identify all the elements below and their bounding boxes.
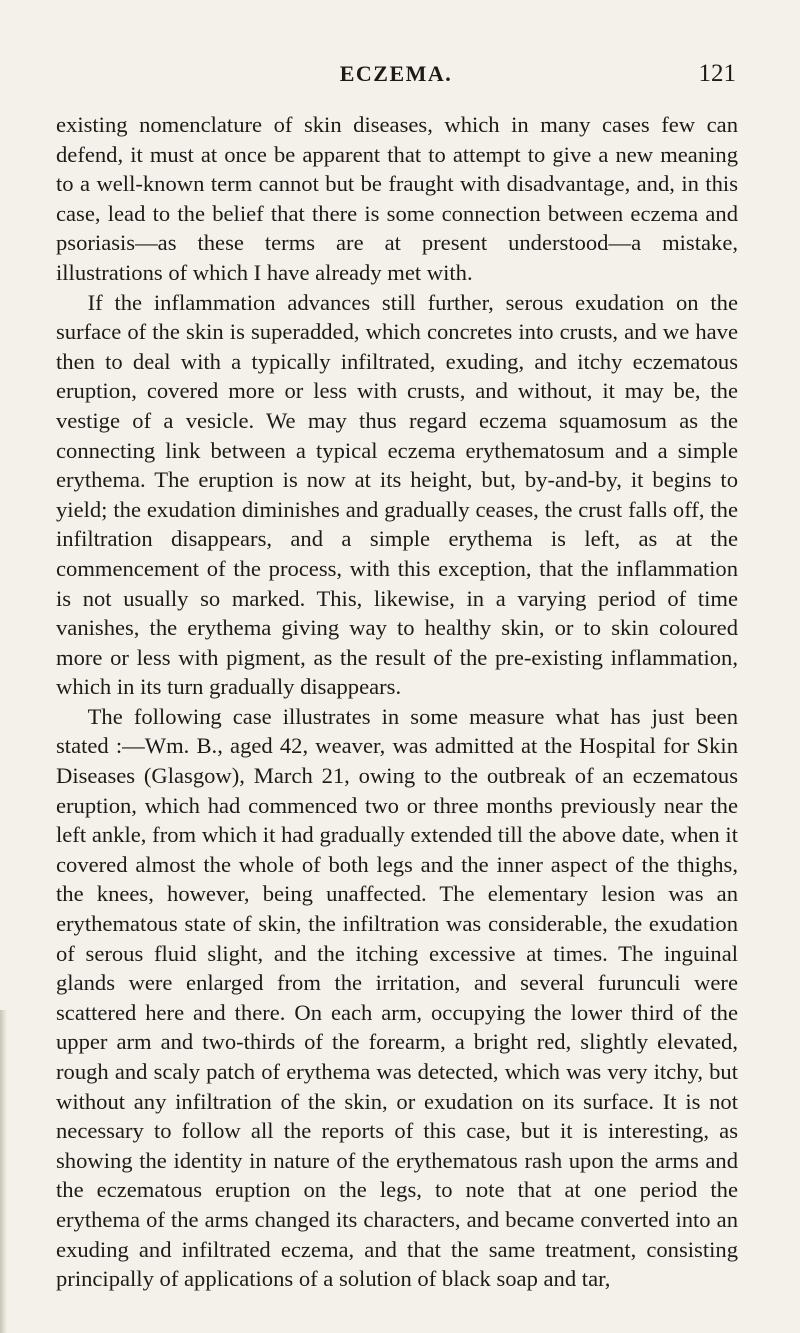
paragraph-continuation: existing nomenclature of skin diseases, which in many cases few can defend, it must at once be apparent that to attempt to give a new meaning to a well-known term cannot but be fraught with disadvantage, and, in this case, lead to the belief that there is some connection between eczema and psoriasis—as these terms are at present understood—a mistake, illustrations of which I have already met with. — [56, 112, 738, 285]
paragraph-case-report: The following case illustrates in some measure what has just been stated :—Wm. B., aged 42, weaver, was admitted at the Hospital for Skin Diseases (Glasgow), March 21, owing to the outbreak of an eczematous eruption, which had commenced two or three months previously near the left ankle, from which it had gradually extended till the above date, when it covered almost the whole of both legs and the inner aspect of the thighs, the knees, however, being unaffected. The elementary lesion was an erythematous state of skin, the infiltration was considerable, the exudation of serous fluid slight, and the itching excessive at times. The inguinal glands were enlarged from the irritation, and several furunculi were scattered here and there. On each arm, occupying the lower third of the upper arm and two-thirds of the forearm, a bright red, slightly elevated, rough and scaly patch of erythema was detected, which was very itchy, but without any infiltration of the skin, or exudation on its surface. It is not necessary to follow all the reports of this case, but it is interesting, as showing the identity in nature of the erythematous rash upon the arms and the eczematous eruption on the legs, to note that at one period the erythema of the arms changed its characters, and became converted into an exuding and infiltrated eczema, and that the same treatment, consisting principally of applications of a solution of black soap and tar, — [56, 703, 738, 1292]
running-title: ECZEMA. — [339, 61, 453, 86]
body-text — [56, 110, 738, 1294]
paragraph-inflammation: If the inflammation advances still further, serous exudation on the surface of the skin is superadded, which concretes into crusts, and we have then to deal with a typically infiltrated, exuding, and itchy eczematous eruption, covered more or less with crusts, and without, it may be, the vestige of a vesicle. We may thus regard eczema squamosum as the connecting link between a typical eczema erythematosum and a simple erythema. The eruption is now at its height, but, by-and-by, it begins to yield; the exudation diminishes and gradually ceases, the crust falls off, the infiltration disappears, and a simple erythema is left, as at the commencement of the process, with this exception, that the inflammation is not usually so marked. This, likewise, in a varying period of time vanishes, the erythema giving way to healthy skin, or to skin coloured more or less with pigment, as the result of the pre-existing inflammation, which in its turn gradually disappears. — [56, 289, 738, 700]
page-number: 121 — [698, 60, 736, 87]
page-edge-shadow — [0, 1010, 7, 1333]
running-head — [56, 58, 736, 90]
